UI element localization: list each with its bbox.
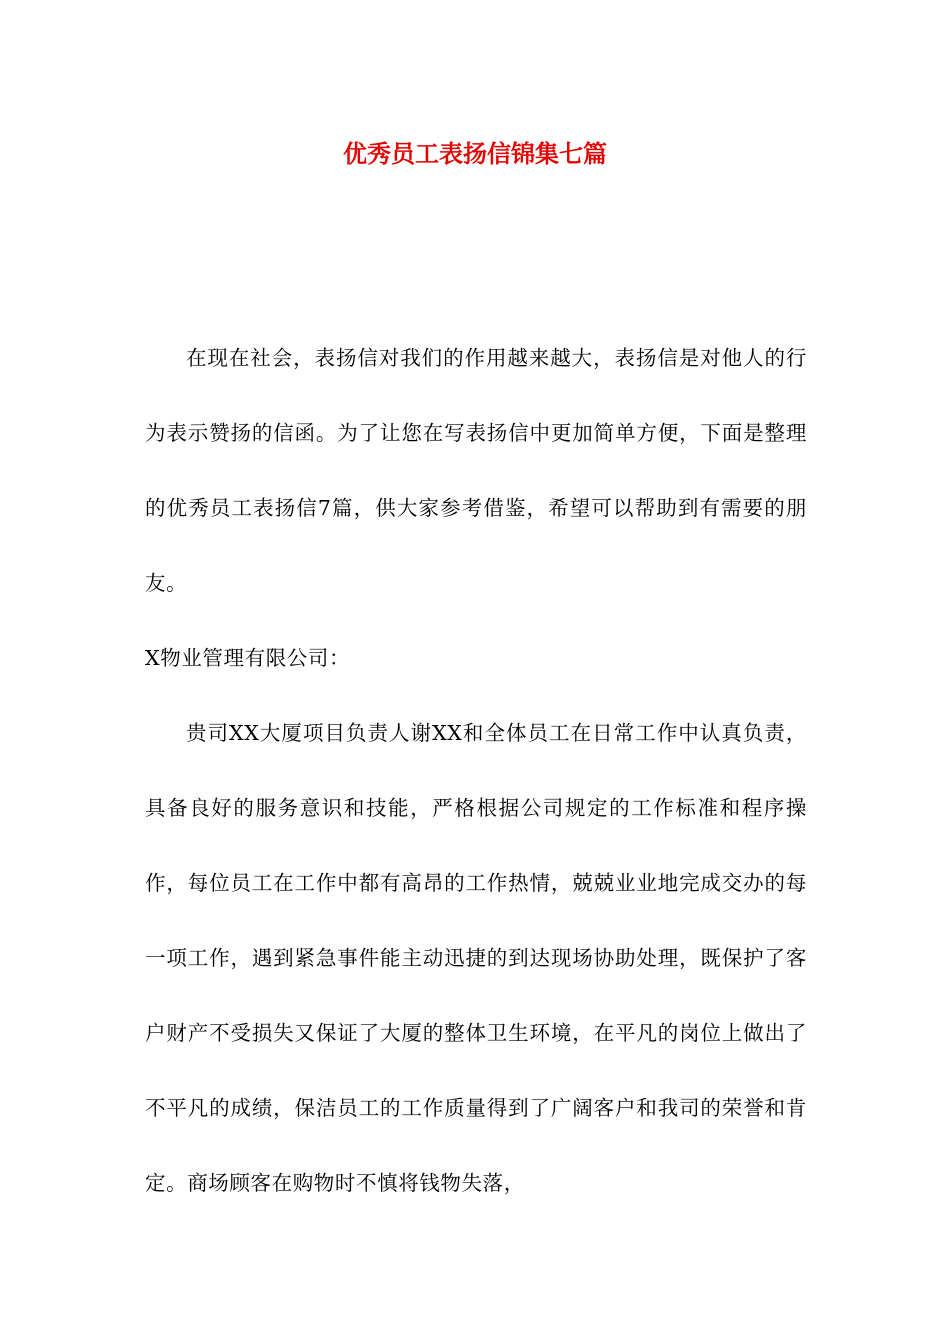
document-body <box>145 321 807 1221</box>
intro-paragraph: 在现在社会，表扬信对我们的作用越来越大，表扬信是对他人的行为表示赞扬的信函。为了让您在写表扬信中更加简单方便，下面是整理的优秀员工表扬信7篇，供大家参考借鉴，希望可以帮助到有需要的朋友。 <box>145 346 807 595</box>
document-title: 优秀员工表扬信锦集七篇 <box>343 139 607 168</box>
salutation: X物业管理有限公司： <box>145 646 351 670</box>
letter-paragraph: 贵司XX大厦项目负责人谢XX和全体员工在日常工作中认真负责，具备良好的服务意识和技能，严格根据公司规定的工作标准和程序操作，每位员工在工作中都有高昂的工作热情，兢兢业业地完成交办的每一项工作，遇到紧急事件能主动迅捷的到达现场协助处理，既保护了客户财产不受损失又保证了大厦的整体卫生环境，在平凡的岗位上做出了不平凡的成绩，保洁员工的工作质量得到了广阔客户和我司的荣誉和肯定。商场顾客在购物时不慎将钱物失落， <box>145 721 807 1195</box>
